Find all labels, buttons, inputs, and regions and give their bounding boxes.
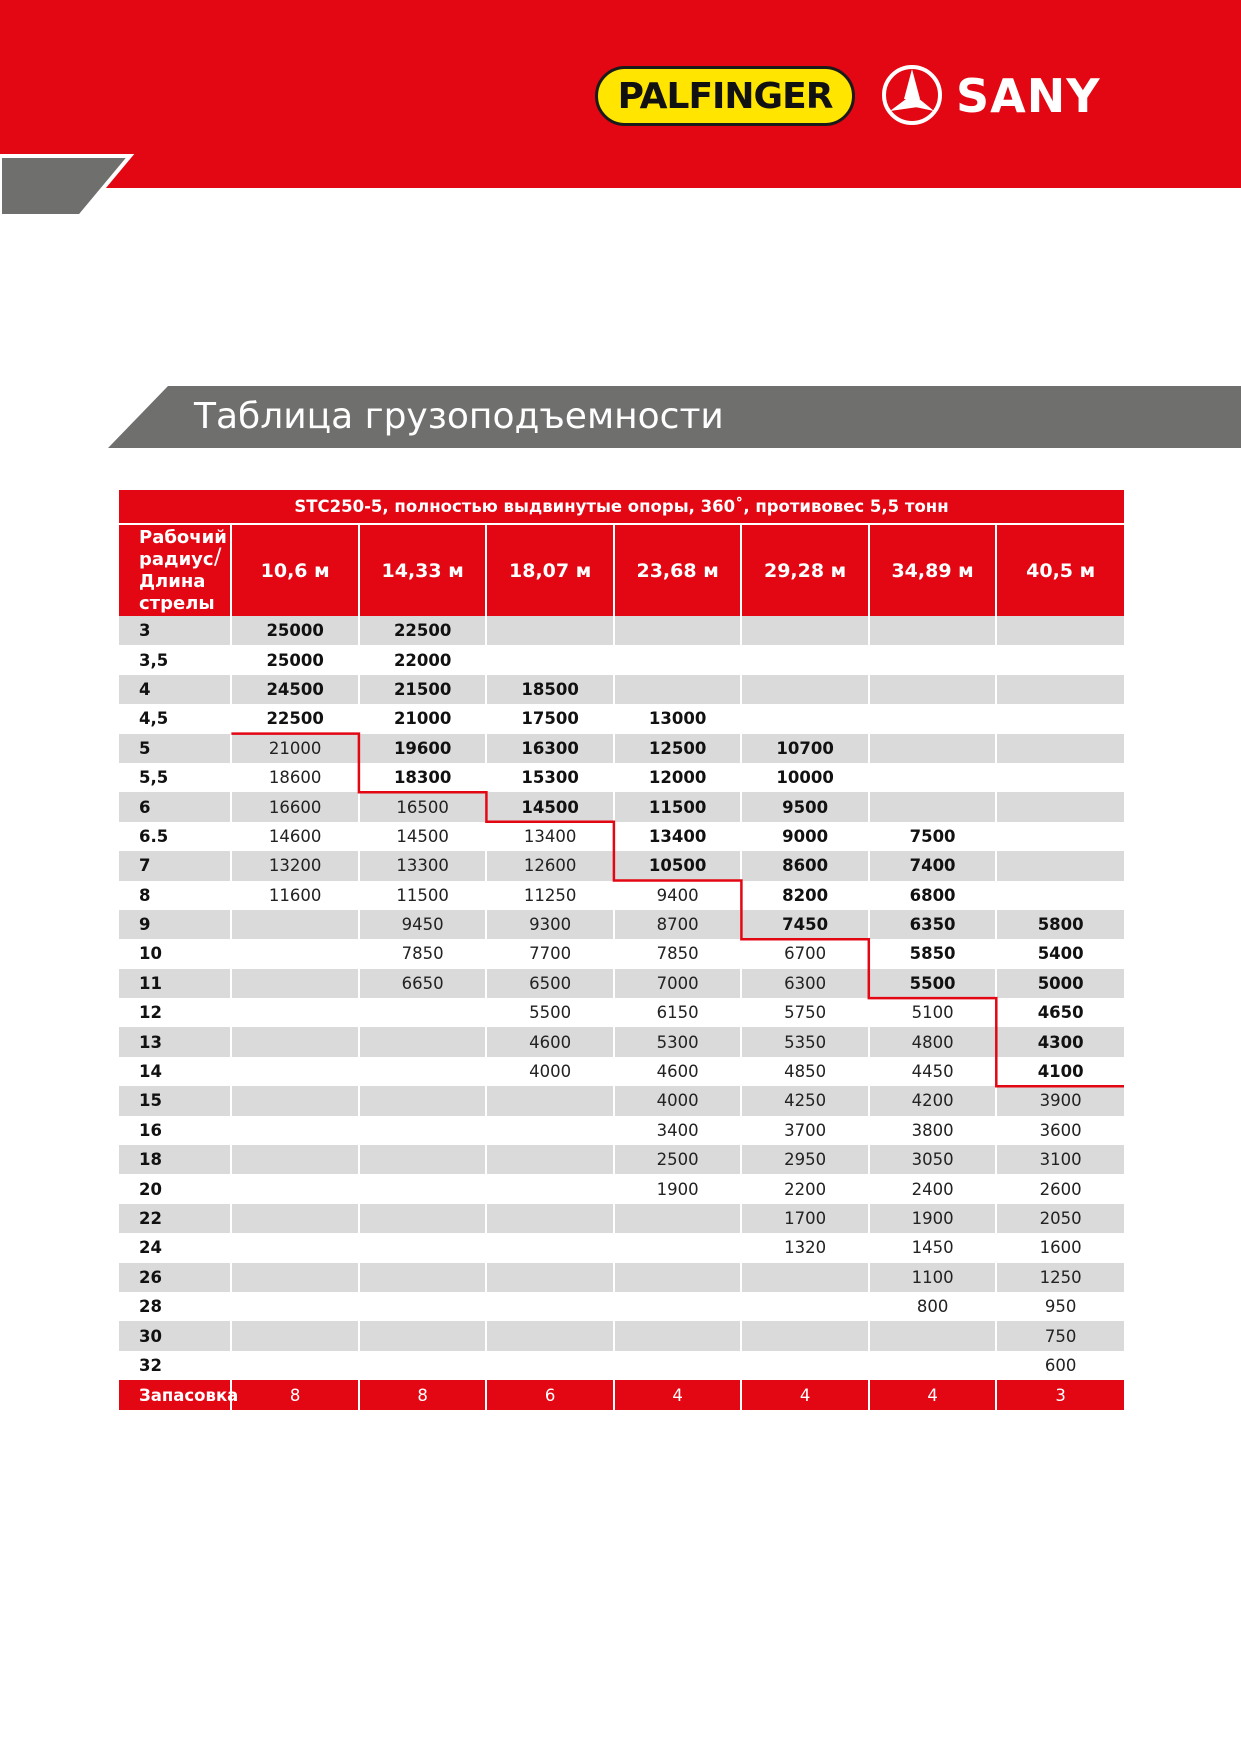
capacity-cell	[996, 851, 1124, 880]
table-row	[119, 734, 1124, 763]
capacity-cell	[869, 734, 996, 763]
capacity-cell	[486, 1321, 613, 1350]
capacity-cell: 6700	[741, 939, 868, 968]
capacity-cell: 4200	[869, 1086, 996, 1115]
capacity-cell: 8200	[741, 881, 868, 910]
capacity-cell: 7500	[869, 822, 996, 851]
header-corner-tab	[0, 148, 140, 218]
capacity-cell	[869, 1351, 996, 1380]
table-row	[119, 1086, 1124, 1115]
radius-cell: 5,5	[119, 763, 231, 792]
table-row	[119, 1174, 1124, 1203]
palfinger-logo: PALFINGER	[595, 66, 855, 126]
capacity-cell	[996, 734, 1124, 763]
radius-cell: 24	[119, 1233, 231, 1262]
capacity-cell: 6500	[486, 969, 613, 998]
capacity-cell	[231, 1321, 358, 1350]
capacity-cell: 4850	[741, 1057, 868, 1086]
table-row	[119, 1027, 1124, 1056]
capacity-cell	[614, 1233, 741, 1262]
capacity-cell: 25000	[231, 616, 358, 645]
capacity-cell	[231, 1174, 358, 1203]
capacity-cell	[996, 763, 1124, 792]
capacity-cell	[614, 1292, 741, 1321]
radius-cell: 15	[119, 1086, 231, 1115]
capacity-cell: 8700	[614, 910, 741, 939]
capacity-cell	[359, 1145, 486, 1174]
load-capacity-table	[119, 490, 1124, 1410]
capacity-cell: 5500	[869, 969, 996, 998]
capacity-cell	[231, 1351, 358, 1380]
capacity-cell	[741, 616, 868, 645]
table-row	[119, 1204, 1124, 1233]
section-title: Таблица грузоподъемности	[194, 396, 724, 437]
corner-line: стрелы	[139, 592, 215, 614]
table-row	[119, 675, 1124, 704]
reeving-cell: 3	[996, 1380, 1124, 1410]
capacity-cell: 3700	[741, 1116, 868, 1145]
capacity-cell: 24500	[231, 675, 358, 704]
reeving-cell: 4	[614, 1380, 741, 1410]
table-row	[119, 881, 1124, 910]
capacity-cell: 2050	[996, 1204, 1124, 1233]
sany-logo-text: SANY	[956, 69, 1101, 123]
capacity-cell: 2200	[741, 1174, 868, 1203]
capacity-cell: 21000	[359, 704, 486, 733]
capacity-cell: 4450	[869, 1057, 996, 1086]
capacity-cell	[486, 645, 613, 674]
table-row	[119, 1233, 1124, 1262]
capacity-cell: 18500	[486, 675, 613, 704]
capacity-cell: 18600	[231, 763, 358, 792]
radius-cell: 11	[119, 969, 231, 998]
capacity-cell: 11600	[231, 881, 358, 910]
capacity-cell: 5300	[614, 1027, 741, 1056]
radius-cell: 10	[119, 939, 231, 968]
capacity-cell	[741, 1263, 868, 1292]
boom-length-header: 18,07 м	[486, 524, 613, 616]
capacity-cell: 13400	[614, 822, 741, 851]
capacity-cell: 4000	[486, 1057, 613, 1086]
capacity-cell: 3100	[996, 1145, 1124, 1174]
capacity-cell: 9000	[741, 822, 868, 851]
capacity-cell: 12000	[614, 763, 741, 792]
capacity-cell: 9300	[486, 910, 613, 939]
reeving-label: Запасовка	[119, 1380, 231, 1410]
radius-cell: 3	[119, 616, 231, 645]
reeving-cell: 4	[741, 1380, 868, 1410]
capacity-cell	[614, 675, 741, 704]
radius-cell: 16	[119, 1116, 231, 1145]
capacity-cell	[359, 1174, 486, 1203]
capacity-cell	[486, 1174, 613, 1203]
capacity-cell: 5850	[869, 939, 996, 968]
capacity-cell	[741, 704, 868, 733]
capacity-cell: 2500	[614, 1145, 741, 1174]
radius-cell: 4	[119, 675, 231, 704]
capacity-cell: 750	[996, 1321, 1124, 1350]
reeving-cell: 8	[231, 1380, 358, 1410]
capacity-cell: 10700	[741, 734, 868, 763]
table-caption: STC250-5, полностью выдвинутые опоры, 360˚, противовес 5,5 тонн	[119, 490, 1124, 524]
capacity-cell	[359, 1116, 486, 1145]
capacity-cell: 5000	[996, 969, 1124, 998]
capacity-cell	[486, 1351, 613, 1380]
capacity-cell: 22500	[359, 616, 486, 645]
capacity-cell	[996, 704, 1124, 733]
radius-cell: 3,5	[119, 645, 231, 674]
capacity-cell: 1100	[869, 1263, 996, 1292]
radius-cell: 4,5	[119, 704, 231, 733]
sany-emblem-icon	[880, 63, 944, 127]
table-row	[119, 910, 1124, 939]
capacity-cell: 7850	[359, 939, 486, 968]
capacity-cell	[486, 1263, 613, 1292]
capacity-cell	[231, 1057, 358, 1086]
boom-length-header: 10,6 м	[231, 524, 358, 616]
capacity-cell: 22500	[231, 704, 358, 733]
corner-header	[119, 524, 231, 616]
capacity-cell	[231, 1263, 358, 1292]
capacity-cell	[614, 1263, 741, 1292]
capacity-cell	[996, 881, 1124, 910]
table-row	[119, 1321, 1124, 1350]
capacity-cell: 13400	[486, 822, 613, 851]
capacity-cell: 11500	[614, 792, 741, 821]
capacity-cell: 1250	[996, 1263, 1124, 1292]
radius-cell: 8	[119, 881, 231, 910]
table-row	[119, 704, 1124, 733]
capacity-cell	[359, 1233, 486, 1262]
radius-cell: 30	[119, 1321, 231, 1350]
capacity-cell: 14600	[231, 822, 358, 851]
capacity-cell	[359, 1086, 486, 1115]
capacity-cell	[996, 645, 1124, 674]
capacity-cell	[231, 1204, 358, 1233]
boom-length-header: 29,28 м	[741, 524, 868, 616]
capacity-cell	[486, 1086, 613, 1115]
table-row	[119, 969, 1124, 998]
radius-cell: 9	[119, 910, 231, 939]
capacity-cell	[231, 1086, 358, 1115]
capacity-cell: 1900	[614, 1174, 741, 1203]
capacity-cell: 21000	[231, 734, 358, 763]
capacity-cell	[359, 1263, 486, 1292]
capacity-cell: 5750	[741, 998, 868, 1027]
capacity-cell: 3900	[996, 1086, 1124, 1115]
capacity-cell	[359, 1204, 486, 1233]
capacity-cell	[231, 939, 358, 968]
capacity-cell	[359, 1057, 486, 1086]
capacity-cell: 10500	[614, 851, 741, 880]
table-row	[119, 998, 1124, 1027]
capacity-cell: 6650	[359, 969, 486, 998]
capacity-cell	[231, 910, 358, 939]
capacity-cell: 10000	[741, 763, 868, 792]
capacity-cell: 7700	[486, 939, 613, 968]
capacity-cell	[359, 998, 486, 1027]
capacity-cell: 2950	[741, 1145, 868, 1174]
capacity-cell: 9400	[614, 881, 741, 910]
table-row	[119, 1116, 1124, 1145]
radius-cell: 22	[119, 1204, 231, 1233]
capacity-cell	[359, 1292, 486, 1321]
capacity-cell: 2600	[996, 1174, 1124, 1203]
capacity-cell	[996, 792, 1124, 821]
capacity-cell	[231, 1027, 358, 1056]
radius-cell: 18	[119, 1145, 231, 1174]
capacity-cell: 21500	[359, 675, 486, 704]
capacity-cell: 1320	[741, 1233, 868, 1262]
capacity-cell	[996, 616, 1124, 645]
table-row	[119, 1292, 1124, 1321]
table-row	[119, 645, 1124, 674]
capacity-cell: 5350	[741, 1027, 868, 1056]
capacity-cell: 6350	[869, 910, 996, 939]
capacity-cell	[996, 675, 1124, 704]
capacity-cell: 4600	[614, 1057, 741, 1086]
corner-line: радиус	[139, 548, 214, 570]
table-row	[119, 1351, 1124, 1380]
capacity-cell: 12600	[486, 851, 613, 880]
capacity-cell	[359, 1321, 486, 1350]
capacity-cell: 7400	[869, 851, 996, 880]
capacity-cell: 4100	[996, 1057, 1124, 1086]
capacity-cell: 5400	[996, 939, 1124, 968]
capacity-cell	[869, 616, 996, 645]
radius-cell: 26	[119, 1263, 231, 1292]
capacity-cell	[869, 675, 996, 704]
radius-cell: 28	[119, 1292, 231, 1321]
capacity-cell: 4300	[996, 1027, 1124, 1056]
radius-cell: 14	[119, 1057, 231, 1086]
capacity-cell: 4650	[996, 998, 1124, 1027]
capacity-cell: 1700	[741, 1204, 868, 1233]
capacity-cell	[869, 763, 996, 792]
capacity-cell	[741, 1351, 868, 1380]
capacity-cell: 7000	[614, 969, 741, 998]
capacity-cell	[359, 1027, 486, 1056]
capacity-cell: 7850	[614, 939, 741, 968]
radius-cell: 6.5	[119, 822, 231, 851]
table-row	[119, 1263, 1124, 1292]
capacity-cell	[486, 1116, 613, 1145]
capacity-cell: 16300	[486, 734, 613, 763]
capacity-cell	[359, 1351, 486, 1380]
capacity-cell	[231, 1292, 358, 1321]
capacity-cell	[869, 792, 996, 821]
capacity-cell	[869, 645, 996, 674]
capacity-cell: 14500	[359, 822, 486, 851]
capacity-cell: 13000	[614, 704, 741, 733]
capacity-cell: 16500	[359, 792, 486, 821]
header-band	[0, 0, 1241, 188]
table-row	[119, 1145, 1124, 1174]
capacity-cell	[614, 1351, 741, 1380]
capacity-cell: 1900	[869, 1204, 996, 1233]
table-row	[119, 939, 1124, 968]
corner-line: Рабочий	[139, 526, 227, 548]
capacity-cell: 17500	[486, 704, 613, 733]
capacity-cell	[486, 1145, 613, 1174]
capacity-cell	[231, 1233, 358, 1262]
capacity-cell	[996, 822, 1124, 851]
capacity-cell: 3600	[996, 1116, 1124, 1145]
capacity-cell	[741, 1292, 868, 1321]
capacity-cell	[614, 616, 741, 645]
capacity-cell: 9500	[741, 792, 868, 821]
capacity-cell: 13300	[359, 851, 486, 880]
capacity-cell: 5800	[996, 910, 1124, 939]
capacity-cell	[614, 645, 741, 674]
radius-cell: 7	[119, 851, 231, 880]
capacity-cell	[231, 998, 358, 1027]
capacity-cell: 12500	[614, 734, 741, 763]
table-row	[119, 1057, 1124, 1086]
capacity-cell: 1600	[996, 1233, 1124, 1262]
capacity-cell	[486, 1292, 613, 1321]
capacity-cell: 18300	[359, 763, 486, 792]
capacity-cell	[486, 1233, 613, 1262]
capacity-cell: 4800	[869, 1027, 996, 1056]
capacity-cell: 16600	[231, 792, 358, 821]
capacity-cell	[231, 1145, 358, 1174]
table-row	[119, 822, 1124, 851]
table-row	[119, 763, 1124, 792]
table-row	[119, 616, 1124, 645]
capacity-cell	[741, 1321, 868, 1350]
capacity-cell: 19600	[359, 734, 486, 763]
capacity-cell: 4250	[741, 1086, 868, 1115]
radius-cell: 6	[119, 792, 231, 821]
capacity-cell	[614, 1204, 741, 1233]
corner-slash: /	[214, 545, 222, 570]
capacity-cell: 800	[869, 1292, 996, 1321]
capacity-cell: 3050	[869, 1145, 996, 1174]
capacity-cell: 11500	[359, 881, 486, 910]
capacity-cell: 13200	[231, 851, 358, 880]
reeving-row	[119, 1380, 1124, 1410]
reeving-cell: 6	[486, 1380, 613, 1410]
boom-length-header: 14,33 м	[359, 524, 486, 616]
capacity-cell	[614, 1321, 741, 1350]
capacity-cell: 7450	[741, 910, 868, 939]
capacity-cell: 14500	[486, 792, 613, 821]
capacity-cell: 15300	[486, 763, 613, 792]
capacity-cell: 3400	[614, 1116, 741, 1145]
capacity-cell: 25000	[231, 645, 358, 674]
capacity-cell: 6150	[614, 998, 741, 1027]
capacity-cell: 2400	[869, 1174, 996, 1203]
capacity-cell: 4600	[486, 1027, 613, 1056]
radius-cell: 13	[119, 1027, 231, 1056]
reeving-cell: 4	[869, 1380, 996, 1410]
capacity-cell	[869, 1321, 996, 1350]
radius-cell: 32	[119, 1351, 231, 1380]
capacity-cell: 600	[996, 1351, 1124, 1380]
capacity-cell: 5100	[869, 998, 996, 1027]
capacity-cell: 11250	[486, 881, 613, 910]
capacity-cell	[741, 675, 868, 704]
radius-cell: 12	[119, 998, 231, 1027]
capacity-cell	[231, 969, 358, 998]
boom-length-header: 34,89 м	[869, 524, 996, 616]
table-row	[119, 792, 1124, 821]
capacity-cell	[486, 1204, 613, 1233]
capacity-cell	[741, 645, 868, 674]
capacity-cell: 6800	[869, 881, 996, 910]
capacity-cell: 9450	[359, 910, 486, 939]
capacity-cell	[869, 704, 996, 733]
corner-line: Длина	[139, 570, 206, 592]
capacity-cell: 3800	[869, 1116, 996, 1145]
boom-length-header: 40,5 м	[996, 524, 1124, 616]
capacity-cell: 8600	[741, 851, 868, 880]
capacity-cell: 6300	[741, 969, 868, 998]
capacity-cell: 22000	[359, 645, 486, 674]
capacity-cell: 1450	[869, 1233, 996, 1262]
capacity-cell: 950	[996, 1292, 1124, 1321]
boom-length-header: 23,68 м	[614, 524, 741, 616]
radius-cell: 20	[119, 1174, 231, 1203]
capacity-cell	[231, 1116, 358, 1145]
reeving-cell: 8	[359, 1380, 486, 1410]
capacity-cell: 5500	[486, 998, 613, 1027]
capacity-cell	[486, 616, 613, 645]
capacity-cell: 4000	[614, 1086, 741, 1115]
radius-cell: 5	[119, 734, 231, 763]
table-row	[119, 851, 1124, 880]
